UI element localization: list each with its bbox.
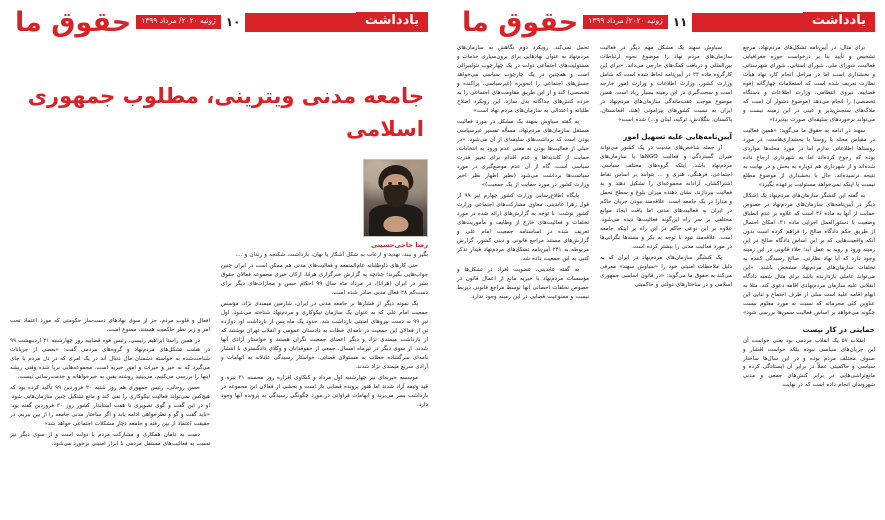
- column-right-1: [221, 145, 428, 451]
- portrait-eye-left: [388, 182, 392, 185]
- paragraph: حسن روحانی، رئیس جمهوری هم روز شنبه ۳۰ فروردین ۹۹ تأکید کرده بود که هیچ‌کس نمی‌تواند فعالیت نیکوکاری را نفی کند و مانع تشکیل چنین سازمان‌هایی شود. او در این گفت و گوی تصویری با هفت استاندار کشور روز ۳۰ فروردین گفته بود: «باید گفت و گو و نظرخواهی ادامه یابد و اگر ساختار مدنی جامعه را از بین ببریم، در حقیقت اعتماد از بین رفته و جامعه دچار مشکلات اجتماعی خواهد شد»: [10, 384, 211, 427]
- masthead-rule-left: [692, 13, 803, 32]
- article-title: جامعه مدنی ویترینی، مطلوب جمهوری اسلامی: [27, 84, 424, 141]
- portrait-hands: [383, 216, 408, 231]
- title-spacer: [10, 145, 210, 317]
- paragraph: در همین راستا ابراهیم رئیسی، رئیس قوه قضاییه روز چهارشنبه ۲۱ اردیبهشت ۹۹ در هشت تشکل‌های مردم‌نهاد و گروه‌های مردمی گفت: «بعضی از جریانات شناخت‌شده به خواسته دشمنان مال دنبال آند در یک امری که در دل مردم با جای می‌گیرد که به خیر و خیرات و امور خیریه است. مجموعه‌هایی برپا شده وقتی ریشه اینها را بررسی می‌کنیم، می‌بینید روشنه یقین به خیرخواهانه و خدمت‌رسانی نیست.: [10, 338, 210, 380]
- paragraph: بگیر و ببند، تهدید و ارعاب به شکل آشکار یا نهان، بازداشت، شکنجه و زندان و ....: [235, 252, 428, 259]
- column-left-3: [457, 44, 589, 392]
- folio-right: ۱۰: [225, 15, 241, 29]
- paragraph: برای مثال، در آیین‌نامه تشکل‌های مردم‌نهاد، مرجع تشخیص و تأیید بنا بر درخواست حوزه جغرافیایی فعالیت، شورای ملی، شورای استانی، شورای شهرستانی و بخشداری است اما در مراحل انجام کار، نهاد هیأت نظارت تعریف شده است که استعلامات چهارگانه (قوه قضاییه، نیروی انتظامی، وزارت اطلاعات و دستگاه تخصصی) را انجام می‌دهد (موضوع دشوار آن است که ملاک‌های سنجش‌پذیر و عینی در این زمینه نیست و می‌تواند برخوردهای سلیقه‌ای صورت بپذیرد)»: [743, 45, 875, 123]
- column-left-2: [600, 44, 732, 392]
- paragraph: از جمله شاخص‌های مدنیت در یک کشور می‌تواند میزان گستردگی و فعالیت NGOها یا سازمان‌های مردم‌نهاد باشد. اینکه گروه‌های مختلف سیاسی، اجتماعی، فرهنگی، هنری و ... بتوانند بر اساس نقاط اشتراکشان، آزادانه مجموعه‌ای را تشکیل دهند و به فعالیت بپردازند، نشان دهنده میزان بلوغ و سطح تحمل و مدارا در یک جامعه است. علاقه‌مند نبودن جریان حاکم در ایران به فعالیت‌های مدنی اما بافت ایجاد موانع مختلفی بر سر راه این‌گونه فعالیت‌ها دیده می‌شود. علاوه بر این نوعی حاکم در این راه بر اینکه جامعه است. علاقه‌مند نبود با توجه به بکر و بسته‌ها نگرانی‌ها در مورد فعالیت مدنی را بیشتر کرده است.: [600, 144, 732, 250]
- paragraph: حتی کارهای داوطلبانه عام‌المنفعه و فعالیت‌های مدنی هم ممکن است در ایران چنین جواب‌هایی بگیرند؛ چنانچه به گزارش خبرگزاری هرانا، ارکان خبری مجموعه فعالان حقوق بشر در ایران (هرانا)، در مرداد ماه سال ۹۹ احکام حبس و مجازات‌های دیگر برای دست‌کم ۲۸ فعال مدنی صادر شده است.: [221, 263, 428, 297]
- paragraph: یک نمونه دیگر از فشارها بر جامعه مدنی در ایران، شارمین میمندی نژاد، مؤسس جمعیت امام علی که به عنوان یک سازمان نیکوکاری و مردم‌نهاد شناخته می‌شود، اول تیر ۹۹ به دست نیروهای امنیتی بازداشت شد. حدود یک ماه پس از بازداشت او، دوازده تن از فعالان این جمعیت در نامه‌ای خطاب به دادستان عمومی و انقلاب تهران نوشتند که از بازداشت میمندی نژاد و دیگر اعضای جمعیت نگران هستند و خواستار آزادی آنها شدند. از سوی دیگر در تیرماه امسال، جمعی از حقوقدانان و وکلای دادگستری با انتشار نامه‌ای سرگشاده خطاب به مسئولان قضایی، خواستار رسیدگی عادلانه به اتهامات و آزادی سریع میمندی نژاد شدند.: [221, 301, 428, 370]
- left-page-columns: [457, 44, 875, 392]
- author-portrait: [363, 159, 428, 237]
- masthead-rule-right: [245, 13, 356, 32]
- subheading-ayinnameh: آیین‌نامه‌هایی علیه تسهیل امور: [623, 131, 732, 141]
- paragraph: به گفته این کنشگر سازمان‌های مردم‌نهاد یک اشکال دیگر در آیین‌نامه‌های سازمان‌های مردم‌نهاد در خصوص حمایت از آنها به ماده ۲۶ است که علاوه بر عدم انطباق وضعیت با دستورالعمل اجرایی ماده ۳۱، امکان احتمال از طریق حکم دادگاه صالح را فراهم کرده است بدون آنکه واقعیت‌هایی که بر این اساس دادگاه صالح در این زمینه ورود و رویه به عمل آید؛ خلاء قانونی در این زمینه وجود دارد که آیا نهاد نظارتی، صالح رسیدگی کننده به تخلفات سازمان‌های مردم‌نهاد مشخص باشند. «این می‌تواند عاملی بازدارنده باشد برای مثال شعبه دادگاه انقلابی علیه سازمان مردم‌نهادی اقامه دعوی کند. مثلا به ابهام اقامه علیه است سلی از طرف اجتماع و ثنایی این عناوین کلی مجرمانه که نسبت به مورد معلوم نیست چگونه می‌خواهد بر اساس فعالیت سمن‌ها بررسی شود»: [743, 192, 875, 316]
- paragraph: سهند در ادامه به حقوق ما می‌گوید: «همین فعالیت در مقیاس محله یا روستا با بخشداری‌هاست. در مورد روستاها اطلاعاتی ندارم اما در مورد محله‌ها مواردی بوده که رجوع کرده‌اند اما به شهرداری ارجاع داده شده‌اند و از شهرداری هم دوباره به بخش و در نهایت به نتیجه نرسیده‌اند. حال با بخشداری از موضوع مطلع نیست یا اینکه نمی‌خواهد مسئولیت برعهده بگیرد»: [743, 127, 875, 188]
- date-badge-left: ژوئیه ۲۰۲۰/ مرداد ۱۳۹۹: [583, 15, 667, 28]
- logo-left: حقوق ما: [462, 6, 579, 38]
- paragraph: افعال و قلوب مردم، جز از سوی نهادهای دست‌ساز حکومتی که مورد اعتماد تحت امر و زیر نظر حاکمیت هستند، ممنوع است.: [10, 318, 210, 334]
- right-page-columns: [10, 145, 428, 451]
- section-tag-right: یادداشت: [356, 12, 428, 32]
- paragraph: موسسه خیریه‌ای نیز چهارشنبه اول مرداد و کنکاوی افزاره روز محسنه ۳۱ تیره و قید وثیقه آزاد شدند اما هنوز پرونده قضایی باز است و بخشی از فعالان این مجموعه در بازداشت بسر می‌برند و ابهامات فراوانی در مورد چگونگی رسیدگی به پرونده آنها وجود دارد.: [221, 374, 428, 408]
- paragraph: به گفته سیاوش سهند یک مشکل در مورد فعالیت مستقل سازمان‌های مردم‌نهاد، مسأله تفسیر غیرسیاسی بودن است که برداشت‌های سلیقه‌ای از آن می‌شود: «در خیلی از فعالیت‌ها بودن به معنی عدم ورود به انتخابات، حمایت از کاندیداها و عدم اقدام برای تغییر قدرت سیاسی است، گاه از آن عدم موضع‌گیری در مورد سیاست‌ها برداشت می‌شود (نظیر اظهار نظر اخیر وزارت کشور در مورد حمایت از یک جمعیت)»: [457, 118, 589, 188]
- paragraph: پایگاه اطلاع‌رسانی وزارت کشور چهارم تیر ۹۹ از قول زهرا عابدینی، معاون مشارکت‌های اجتماعی وزارت کشور نوشت: با توجه به گزارش‌های ارائه شده در مورد تخلفات و فعالیت‌های خارج از وظایف و مأموریت‌های تعریف شده در اساسنامه جمعیت امام علی و گزارش‌های مستند مراجع قانونی و دینی کشور، گزارش مربوطه به ۲۴۱ آیین‌نامه تشکل‌های مردم‌نهاد فیدار تذکر کتبی به این جمعیت داده شد.: [457, 192, 589, 262]
- portrait-eye-right: [398, 182, 402, 185]
- date-badge-right: ژوئیه ۲۰۲۰/ مرداد ۱۳۹۹: [136, 15, 220, 28]
- author-name: رضا حاجی‌حسینی: [370, 241, 428, 250]
- paragraph: به گفته عابدینی، عضویت افراد در تشکل‌ها و مؤسسات مردم‌نهاد با خیریه مانع از اعمال قانون در خصوص تخلفات احصائی آنها توسط مراجع قانونی ذیربط نیست و ممنوعیت قضایی در این زمینه وجود ندارد.: [457, 266, 589, 300]
- masthead-right: [10, 0, 428, 44]
- paragraph: سیاوش سهند یک مشکل مهم دیگر در فعالیت سازمان‌های مردم نهاد را موضوع نحوه ارتباطات بین‌المللی و دریافت کمک‌های خارجی می‌داند. «برای این کارگروه ماده ۲۳ در آیین‌نامه لحاظ شده است که شامل وزارت کشور، وزارت اطلاعات و وزارت امور خارجه است و سخت‌گیری در این زمینه بسیار زیاد است. همین موضوع موجب عقب‌ماندگی سازمان‌های مردم‌نهاد در ایران به نسبت کشورهای پیرامونی (هند، افغانستان، پاکستان، بنگلادش، ترکیه، لبنان و...) شده است»: [600, 45, 732, 123]
- page-left: [445, 0, 885, 520]
- logo-right: حقوق ما: [15, 6, 132, 38]
- column-left-1: [743, 44, 875, 392]
- paragraph: دست به دامان همکاری و مشارکت مردم با دولت است و از سوی دیگر نیز نسبت به فعالیت‌های مستقل مردمی با ابزار امنیتی برخورد می‌شود.: [10, 431, 210, 447]
- paragraph: تحمل نمی‌کند. رویکرد دوم نگاهش به سازمان‌های مردم‌نهاد به عنوان نهادهایی برای برون‌سپاری خدمات و مسئولیت‌های اجتماعی دولت در یک چهارچوب نئولیبرالی است و همچنین در یک چارچوب سیاسی می‌خواهد جنبش‌های اجتماعی را انجویزه (غیرسیاسی، پراکنده و تخصصی) کند و از این طریق مقاومت‌های اجتماعی را به خرده کنش‌های جداگانه بدل سازد. این رویکرد اصلاح طلبانه و اعتدالی به سازمان‌های مردم نهاد است»: [457, 45, 589, 114]
- masthead-left: [457, 0, 875, 44]
- paragraph: انقلاب ۵۷ یک انقلاب مردمی بود یعنی خواست آن این جریان‌های سیاسی نبوده بلکه خواست اقشار و صنوف مختلف مردم بوده و در این سال‌ها ساختار سیاسی و حاکمیتی عملاً در برابر آن ایستادگی کرده و مانع‌تراشی‌هایی در برابر کنش‌های جمعی و مدنی شهروندان انجام داده است که در نهایت: [743, 337, 875, 389]
- byline-block: [221, 145, 428, 249]
- folio-left: ۱۱: [672, 15, 688, 29]
- section-tag-left: یادداشت: [803, 12, 875, 32]
- paragraph: یک کنشگر سازمان‌های مردم‌نهاد در ایران که به دلیل ملاحظات امنیتی خود را «سیاوش سهند» معرفی می‌کند به حقوق ما می‌گوید: «در قانون اساسی جمهوری اسلامی و در ساختارهای دولتی و حاکمیتی: [600, 254, 732, 288]
- column-right-2: [10, 145, 210, 451]
- page-right: [0, 0, 440, 520]
- subheading-hemayati: حمایتی در کار نیست: [802, 324, 875, 334]
